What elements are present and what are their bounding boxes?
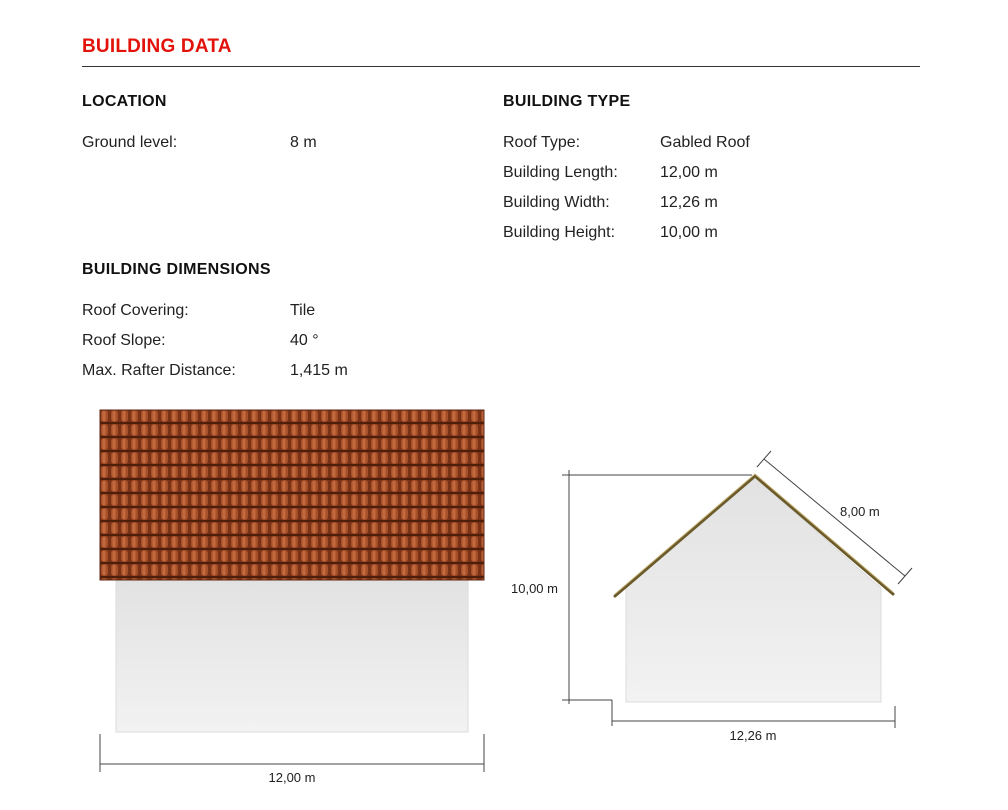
page-title: BUILDING DATA: [82, 36, 232, 57]
building-dimensions-heading: BUILDING DIMENSIONS: [82, 261, 271, 278]
building-height-value: 10,00 m: [660, 224, 718, 241]
location-heading: LOCATION: [82, 93, 167, 110]
building-length-label: Building Length:: [503, 164, 618, 181]
roof-type-label: Roof Type:: [503, 134, 581, 151]
max-rafter-distance-value: 1,415 m: [290, 362, 348, 379]
building-width-value: 12,26 m: [660, 194, 718, 211]
side-view-width-dimension-line: [100, 734, 484, 772]
side-view-drawing: [100, 410, 484, 785]
roof-covering-value: Tile: [290, 302, 316, 319]
building-length-value: 12,00 m: [660, 164, 718, 181]
roof-slope-label: Roof Slope:: [82, 332, 166, 349]
ground-level-label: Ground level:: [82, 134, 178, 151]
front-view-width-label: 12,26 m: [729, 728, 777, 743]
side-view-roof-tiles: [100, 410, 484, 580]
front-view-rafter-label: 8,00 m: [840, 504, 880, 519]
roof-slope-value: 40 °: [290, 332, 319, 349]
building-width-label: Building Width:: [503, 194, 610, 211]
ground-level-value: 8 m: [290, 134, 317, 151]
max-rafter-distance-label: Max. Rafter Distance:: [82, 362, 236, 379]
side-view-wall: [116, 578, 468, 732]
building-height-label: Building Height:: [503, 224, 616, 241]
building-type-heading: BUILDING TYPE: [503, 93, 631, 110]
front-view-drawing: [511, 451, 912, 743]
front-view-height-label: 10,00 m: [511, 581, 558, 596]
side-view-width-label: 12,00 m: [268, 770, 316, 785]
front-view-width-dimension-line: [612, 706, 895, 728]
roof-type-value: Gabled Roof: [660, 134, 750, 151]
roof-covering-label: Roof Covering:: [82, 302, 189, 319]
